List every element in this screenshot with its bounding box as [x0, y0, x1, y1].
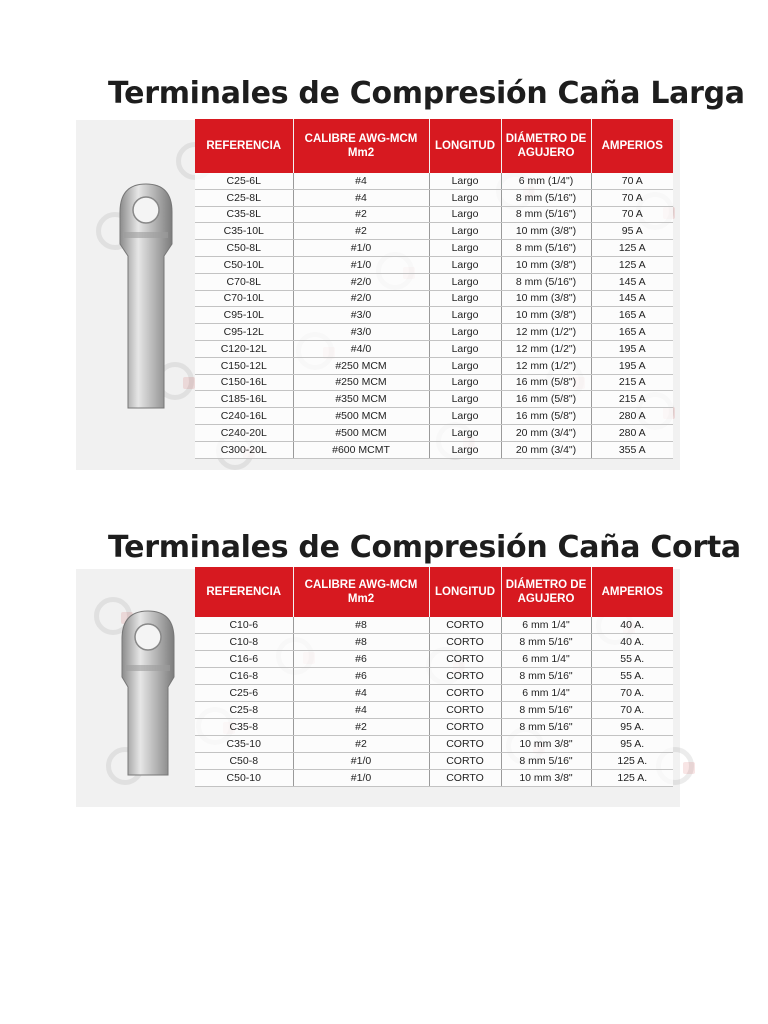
cell-amperios: 55 A.: [591, 651, 673, 668]
cell-calibre: #4: [293, 702, 429, 719]
cell-calibre: #4: [293, 173, 429, 189]
cell-longitud: CORTO: [429, 668, 501, 685]
cell-diametro: 8 mm 5/16": [501, 719, 591, 736]
cell-longitud: Largo: [429, 391, 501, 408]
cell-referencia: C95-12L: [195, 324, 293, 341]
cell-longitud: Largo: [429, 340, 501, 357]
cell-longitud: Largo: [429, 189, 501, 206]
cell-amperios: 215 A: [591, 391, 673, 408]
table-row: [195, 719, 673, 736]
cell-longitud: Largo: [429, 240, 501, 257]
cell-referencia: C70-8L: [195, 273, 293, 290]
cell-amperios: 195 A: [591, 357, 673, 374]
cell-referencia: C95-10L: [195, 307, 293, 324]
header-longitud: LONGITUD: [429, 567, 501, 617]
cell-diametro: 8 mm 5/16": [501, 702, 591, 719]
cell-calibre: #1/0: [293, 770, 429, 787]
cell-calibre: #6: [293, 668, 429, 685]
cell-longitud: CORTO: [429, 651, 501, 668]
cell-longitud: Largo: [429, 374, 501, 391]
cell-calibre: #1/0: [293, 240, 429, 257]
table-header-row: [195, 119, 673, 173]
cell-referencia: C150-12L: [195, 357, 293, 374]
cell-longitud: Largo: [429, 424, 501, 441]
table-row: [195, 424, 673, 441]
cell-diametro: 16 mm (5/8"): [501, 374, 591, 391]
cell-referencia: C185-16L: [195, 391, 293, 408]
cell-diametro: 8 mm (5/16"): [501, 206, 591, 223]
cell-calibre: #6: [293, 651, 429, 668]
table-row: [195, 256, 673, 273]
cell-longitud: CORTO: [429, 702, 501, 719]
cell-referencia: C240-16L: [195, 408, 293, 425]
cell-calibre: #2/0: [293, 290, 429, 307]
cell-diametro: 10 mm (3/8"): [501, 307, 591, 324]
cell-diametro: 10 mm (3/8"): [501, 290, 591, 307]
cell-calibre: #8: [293, 617, 429, 634]
cell-longitud: CORTO: [429, 719, 501, 736]
cell-longitud: Largo: [429, 324, 501, 341]
cell-referencia: C35-10: [195, 736, 293, 753]
header-calibre: CALIBRE AWG-MCM Mm2: [293, 119, 429, 173]
cell-amperios: 70 A: [591, 189, 673, 206]
table-row: [195, 240, 673, 257]
cell-longitud: CORTO: [429, 753, 501, 770]
cell-longitud: Largo: [429, 273, 501, 290]
cell-amperios: 165 A: [591, 324, 673, 341]
cell-longitud: CORTO: [429, 617, 501, 634]
cell-longitud: Largo: [429, 441, 501, 458]
table-row: [195, 408, 673, 425]
short-barrel-lug-icon: [116, 609, 180, 779]
cell-diametro: 16 mm (5/8"): [501, 408, 591, 425]
cell-amperios: 145 A: [591, 273, 673, 290]
long-barrel-lug-icon: [114, 182, 178, 412]
cell-calibre: #350 MCM: [293, 391, 429, 408]
cell-referencia: C16-6: [195, 651, 293, 668]
cell-amperios: 195 A: [591, 340, 673, 357]
table-row: [195, 617, 673, 634]
table-row: [195, 441, 673, 458]
cell-longitud: Largo: [429, 307, 501, 324]
table-row: [195, 736, 673, 753]
cell-diametro: 12 mm (1/2"): [501, 324, 591, 341]
cell-referencia: C25-6L: [195, 173, 293, 189]
cell-referencia: C35-8: [195, 719, 293, 736]
cell-diametro: 6 mm (1/4"): [501, 173, 591, 189]
cell-calibre: #3/0: [293, 324, 429, 341]
cell-longitud: Largo: [429, 408, 501, 425]
table-row: [195, 206, 673, 223]
cell-amperios: 280 A: [591, 408, 673, 425]
table-row: [195, 634, 673, 651]
cell-amperios: 125 A.: [591, 753, 673, 770]
cell-amperios: 165 A: [591, 307, 673, 324]
table-row: [195, 668, 673, 685]
table-row: [195, 223, 673, 240]
table-row: [195, 357, 673, 374]
header-referencia: REFERENCIA: [195, 567, 293, 617]
cell-diametro: 10 mm (3/8"): [501, 256, 591, 273]
cell-referencia: C120-12L: [195, 340, 293, 357]
cell-calibre: #3/0: [293, 307, 429, 324]
cell-amperios: 280 A: [591, 424, 673, 441]
cell-referencia: C50-10: [195, 770, 293, 787]
cell-longitud: Largo: [429, 290, 501, 307]
cell-referencia: C35-8L: [195, 206, 293, 223]
cell-amperios: 40 A.: [591, 634, 673, 651]
cell-calibre: #600 MCMT: [293, 441, 429, 458]
cell-amperios: 145 A: [591, 290, 673, 307]
cell-calibre: #4/0: [293, 340, 429, 357]
cell-referencia: C300-20L: [195, 441, 293, 458]
table-row: [195, 651, 673, 668]
table-row: [195, 753, 673, 770]
cell-diametro: 12 mm (1/2"): [501, 340, 591, 357]
cell-referencia: C240-20L: [195, 424, 293, 441]
table-row: [195, 340, 673, 357]
cell-calibre: #4: [293, 685, 429, 702]
cell-referencia: C50-8L: [195, 240, 293, 257]
cell-amperios: 40 A.: [591, 617, 673, 634]
header-diametro: DIÁMETRO DE AGUJERO: [501, 567, 591, 617]
cell-longitud: CORTO: [429, 634, 501, 651]
cell-referencia: C150-16L: [195, 374, 293, 391]
header-amperios: AMPERIOS: [591, 119, 673, 173]
cell-referencia: C10-8: [195, 634, 293, 651]
cell-diametro: 8 mm 5/16": [501, 634, 591, 651]
short-barrel-panel: [76, 517, 741, 807]
cell-calibre: #250 MCM: [293, 374, 429, 391]
cell-amperios: 125 A: [591, 240, 673, 257]
table-row: [195, 307, 673, 324]
panel-title: Terminales de Compresión Caña Larga: [76, 62, 680, 120]
table-row: [195, 189, 673, 206]
cell-longitud: Largo: [429, 206, 501, 223]
table-header-row: [195, 567, 673, 617]
cell-referencia: C16-8: [195, 668, 293, 685]
cell-longitud: Largo: [429, 357, 501, 374]
table-row: [195, 391, 673, 408]
cell-calibre: #500 MCM: [293, 408, 429, 425]
cell-longitud: CORTO: [429, 685, 501, 702]
cell-diametro: 6 mm 1/4": [501, 685, 591, 702]
cell-amperios: 95 A.: [591, 736, 673, 753]
table-row: [195, 685, 673, 702]
table-row: [195, 770, 673, 787]
cell-calibre: #8: [293, 634, 429, 651]
cell-longitud: Largo: [429, 256, 501, 273]
table-row: [195, 374, 673, 391]
header-diametro: DIÁMETRO DE AGUJERO: [501, 119, 591, 173]
cell-calibre: #2: [293, 719, 429, 736]
table-row: [195, 290, 673, 307]
cell-referencia: C25-8L: [195, 189, 293, 206]
cell-referencia: C70-10L: [195, 290, 293, 307]
table-row: [195, 702, 673, 719]
cell-diametro: 12 mm (1/2"): [501, 357, 591, 374]
cell-amperios: 55 A.: [591, 668, 673, 685]
long-barrel-table: [195, 119, 673, 459]
cell-diametro: 16 mm (5/8"): [501, 391, 591, 408]
cell-amperios: 215 A: [591, 374, 673, 391]
cell-referencia: C50-8: [195, 753, 293, 770]
cell-amperios: 125 A: [591, 256, 673, 273]
cell-longitud: Largo: [429, 173, 501, 189]
cell-amperios: 70 A.: [591, 702, 673, 719]
table-row: [195, 173, 673, 189]
cell-calibre: #250 MCM: [293, 357, 429, 374]
cell-diametro: 20 mm (3/4"): [501, 441, 591, 458]
cell-diametro: 10 mm 3/8": [501, 736, 591, 753]
cell-amperios: 125 A.: [591, 770, 673, 787]
cell-calibre: #2: [293, 736, 429, 753]
cell-diametro: 8 mm (5/16"): [501, 273, 591, 290]
panel-title: Terminales de Compresión Caña Corta: [76, 517, 680, 569]
cell-calibre: #2/0: [293, 273, 429, 290]
cell-referencia: C25-8: [195, 702, 293, 719]
cell-diametro: 10 mm (3/8"): [501, 223, 591, 240]
cell-diametro: 6 mm 1/4": [501, 617, 591, 634]
cell-calibre: #500 MCM: [293, 424, 429, 441]
cell-diametro: 10 mm 3/8": [501, 770, 591, 787]
cell-amperios: 95 A: [591, 223, 673, 240]
header-longitud: LONGITUD: [429, 119, 501, 173]
cell-referencia: C35-10L: [195, 223, 293, 240]
cell-calibre: #1/0: [293, 256, 429, 273]
short-barrel-table: [195, 567, 673, 787]
cell-amperios: 70 A: [591, 173, 673, 189]
table-row: [195, 324, 673, 341]
cell-amperios: 355 A: [591, 441, 673, 458]
cell-referencia: C50-10L: [195, 256, 293, 273]
cell-calibre: #1/0: [293, 753, 429, 770]
cell-amperios: 70 A.: [591, 685, 673, 702]
long-barrel-panel: [76, 62, 745, 470]
header-referencia: REFERENCIA: [195, 119, 293, 173]
cell-diametro: 20 mm (3/4"): [501, 424, 591, 441]
cell-referencia: C25-6: [195, 685, 293, 702]
cell-longitud: Largo: [429, 223, 501, 240]
cell-longitud: CORTO: [429, 736, 501, 753]
cell-diametro: 6 mm 1/4": [501, 651, 591, 668]
table-row: [195, 273, 673, 290]
cell-calibre: #2: [293, 223, 429, 240]
cell-diametro: 8 mm (5/16"): [501, 240, 591, 257]
cell-amperios: 70 A: [591, 206, 673, 223]
cell-amperios: 95 A.: [591, 719, 673, 736]
cell-longitud: CORTO: [429, 770, 501, 787]
cell-referencia: C10-6: [195, 617, 293, 634]
cell-calibre: #2: [293, 206, 429, 223]
cell-calibre: #4: [293, 189, 429, 206]
header-amperios: AMPERIOS: [591, 567, 673, 617]
header-calibre: CALIBRE AWG-MCM Mm2: [293, 567, 429, 617]
cell-diametro: 8 mm 5/16": [501, 668, 591, 685]
cell-diametro: 8 mm 5/16": [501, 753, 591, 770]
cell-diametro: 8 mm (5/16"): [501, 189, 591, 206]
